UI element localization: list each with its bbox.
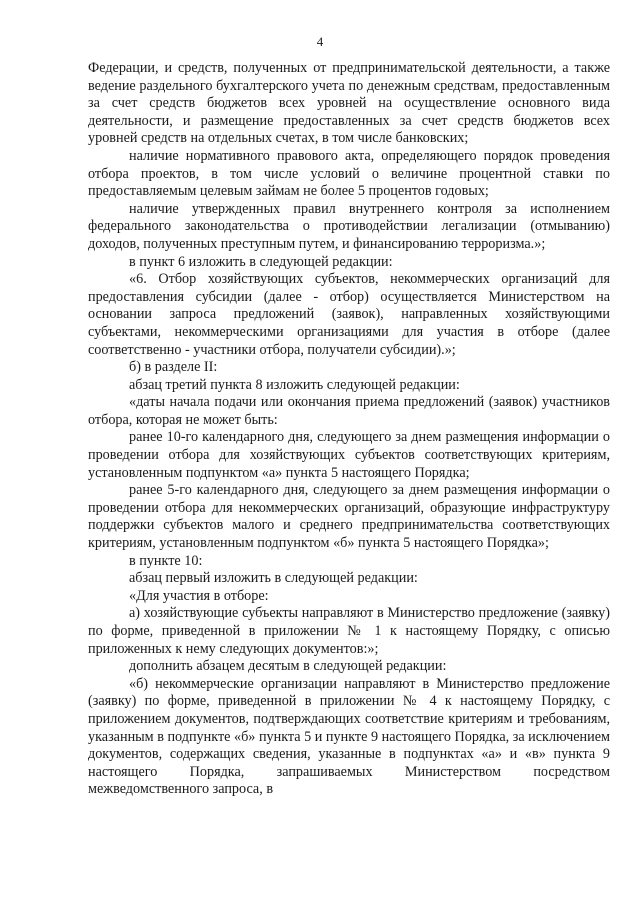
paragraph: ранее 10-го календарного дня, следующего за днем размещения информации о проведении отбора для хозяйствующих субъектов соответствующих критериям, установленным подпунктом «а» пункта 5 настоящего Порядка; (88, 429, 610, 481)
paragraph: «б) некоммерческие организации направляют в Министерство предложение (заявку) по форме, приведенной в приложении № 4 к настоящему Порядку, с приложением документов, подтверждающих соответствие критериям и требованиям, указанным в подпункте «б» пункта 5 и пункте 9 настоящего Порядка, за исключением документов, содержащих сведения, указанные в подпунктах «а» и «в» пункта 9 настоящего Порядка, запрашиваемых Министерством посредством межведомственного запроса, в (88, 675, 610, 798)
paragraph: наличие утвержденных правил внутреннего контроля за исполнением федерального законодательства о противодействии легализации (отмыванию) доходов, полученных преступным путем, и финансированию терроризма.»; (88, 200, 610, 252)
paragraph: Федерации, и средств, полученных от предпринимательской деятельности, а также ведение раздельного бухгалтерского учета по денежным средствам, предоставленным за счет средств бюджетов всех уровней на осуществление основного вида деятельности, и размещение предоставленных за счет средств бюджетов всех уровней средств на отдельных счетах, в том числе банковских; (88, 60, 610, 147)
paragraph: а) хозяйствующие субъекты направляют в Министерство предложение (заявку) по форме, приведенной в приложении № 1 к настоящему Порядку, с описью приложенных к нему следующих документов:»; (88, 605, 610, 657)
paragraph: «Для участия в отборе: (129, 587, 269, 604)
paragraph: «6. Отбор хозяйствующих субъектов, некоммерческих организаций для предоставления субсидии (далее - отбор) осуществляется Министерством на основании запроса предложений (заявок), направленных хозяйствующими субъектами, некоммерческими организациями для участия в отборе (далее соответственно - участники отбора, получатели субсидии).»; (88, 271, 610, 358)
paragraph: ранее 5-го календарного дня, следующего за днем размещения информации о проведении отбора для некоммерческих организаций, образующие инфраструктуру поддержки субъектов малого и среднего предпринимательства соответствующих критериям, установленным подпунктом «б» пункта 5 настоящего Порядка»; (88, 482, 610, 552)
document-body (88, 60, 610, 799)
paragraph: в пункте 10: (129, 552, 203, 569)
paragraph: абзац третий пункта 8 изложить следующей редакции: (129, 376, 460, 393)
paragraph: наличие нормативного правового акта, определяющего порядок проведения отбора проектов, в том числе условий о величине процентной ставки по предоставляемым целевым займам не более 5 процентов годовых; (88, 147, 610, 200)
page-number: 4 (316, 34, 324, 49)
paragraph: дополнить абзацем десятым в следующей редакции: (129, 658, 447, 675)
paragraph: абзац первый изложить в следующей редакции: (129, 570, 418, 587)
paragraph: б) в разделе II: (129, 359, 218, 376)
paragraph: «даты начала подачи или окончания приема предложений (заявок) участников отбора, которая не может быть: (88, 394, 610, 428)
paragraph: в пункт 6 изложить в следующей редакции: (129, 253, 393, 270)
